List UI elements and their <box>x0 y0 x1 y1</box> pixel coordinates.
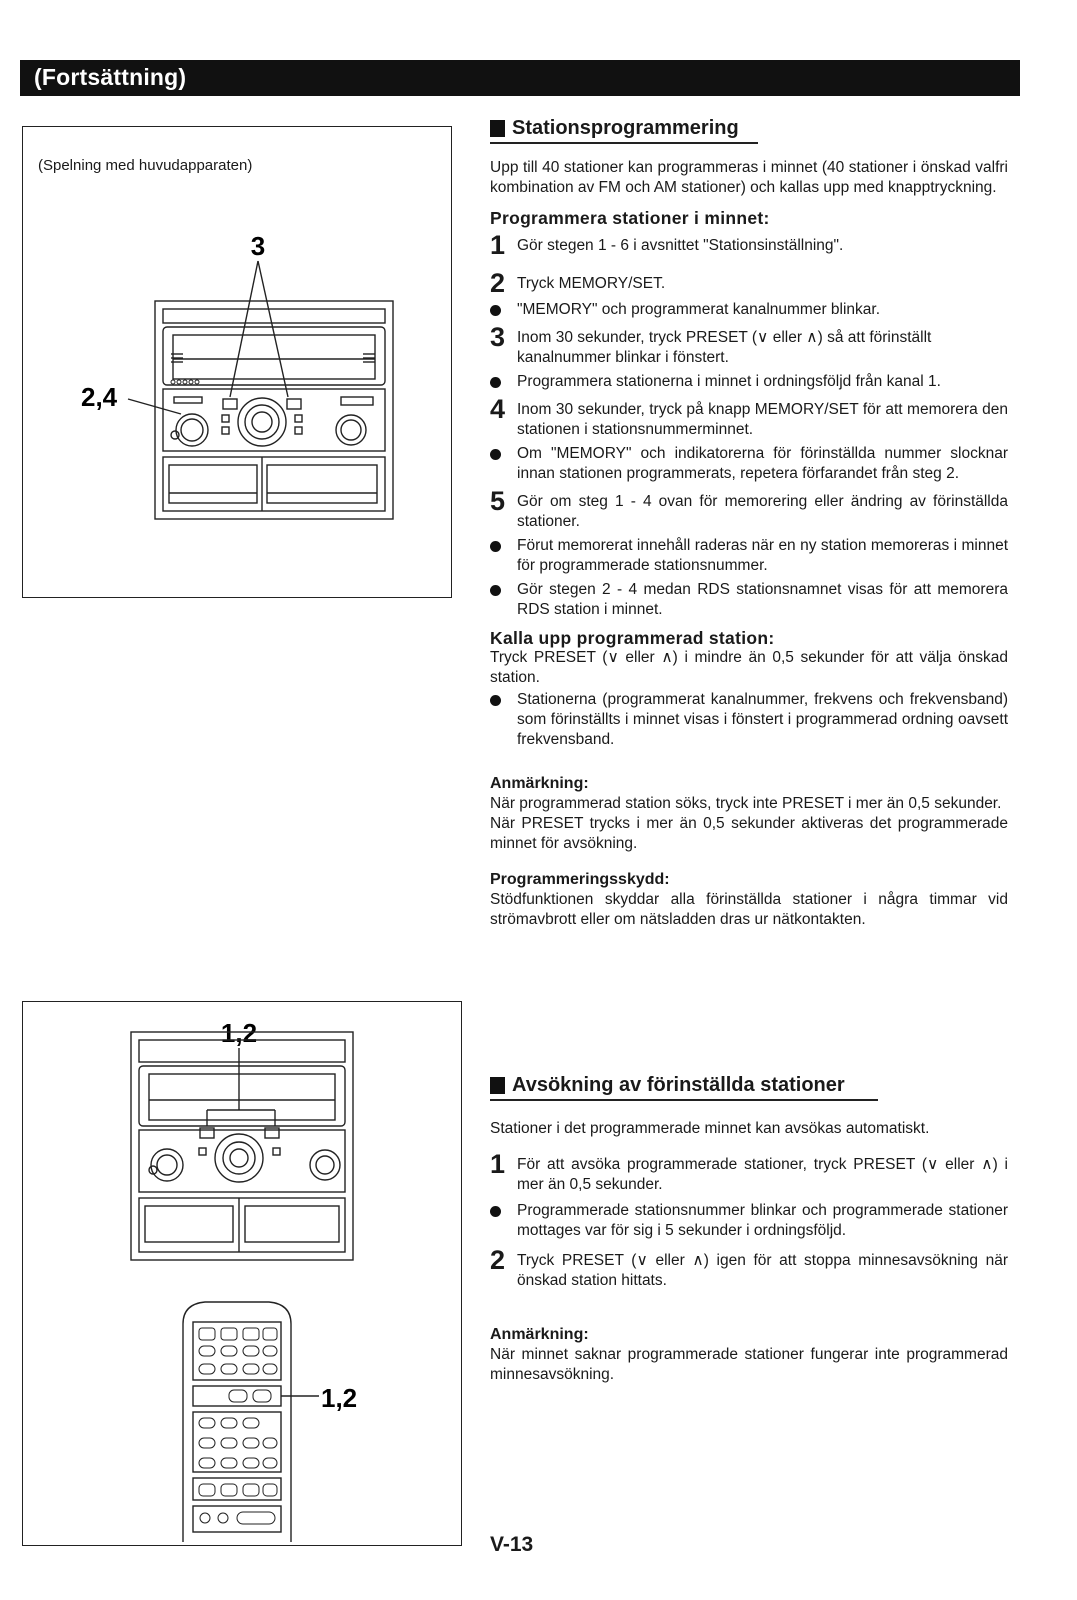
bullet-item: Programmera stationerna i minnet i ordningsföljd från kanal 1. <box>490 372 1008 392</box>
recall-paragraph: Tryck PRESET (∨ eller ∧) i mindre än 0,5 sekunder för att välja önskad station. <box>490 649 1008 686</box>
main-unit-illustration <box>23 127 451 597</box>
step-item: 1 Gör stegen 1 - 6 i avsnittet "Stationsinställning". <box>490 230 844 260</box>
section-preset-scan <box>490 1075 1008 1385</box>
intro-paragraph: Upp till 40 stationer kan programmeras i minnet (40 stationer i önskad valfri kombination av FM och AM stationer) och kallas upp med knapptryckning. <box>490 159 1008 196</box>
square-bullet-icon <box>490 120 505 137</box>
step-item: 5 Gör om steg 1 - 4 ovan för memorering eller ändring av förinställda stationer. <box>490 486 1008 530</box>
step-item: 3 Inom 30 sekunder, tryck PRESET (∨ eller ∧) så att förinställt kanalnummer blinkar i fönstert. <box>490 322 932 366</box>
section-station-programming <box>490 118 1008 930</box>
bullet-item: Om "MEMORY" och indikatorerna för förinställda nummer slocknar innan stationen programmerats, repetera förfarandet från steg 2. <box>490 444 1008 484</box>
bullet-item: Stationerna (programmerat kanalnummer, frekvens och frekvensband) som förinställts i minnet visas i fönstert i programmerad ordning oavsett frekvensband. <box>490 690 1008 750</box>
heading-underline <box>490 142 758 144</box>
page-title: (Fortsättning) <box>34 64 187 90</box>
note-heading: Anmärkning: <box>490 1326 589 1343</box>
figure-caption: (Spelning med huvudapparaten) <box>38 157 253 174</box>
callout-label-1-2: 1,2 <box>220 1018 258 1048</box>
bullet-item: Förut memorerat innehåll raderas när en ny station memoreras i minnet för programmerade stationsnummer. <box>490 536 1008 576</box>
heading-underline <box>490 1099 878 1101</box>
note-paragraph: När minnet saknar programmerade stationer fungerar inte programmerad minnesavsökning. <box>490 1346 1008 1383</box>
callout-label-2-4: 2,4 <box>81 382 118 412</box>
figure-main-unit <box>22 126 452 598</box>
protection-heading: Programmeringsskydd: <box>490 871 670 888</box>
step-item: 2 Tryck PRESET (∨ eller ∧) igen för att stoppa minnesavsökning när önskad station hittats. <box>490 1245 1008 1289</box>
page-number: V-13 <box>490 1533 534 1556</box>
note-line: När programmerad station söks, tryck inte PRESET i mer än 0,5 sekunder. <box>490 795 1002 812</box>
bullet-item: Gör stegen 2 - 4 medan RDS stationsnamnet visas för att memorera RDS station i minnet. <box>490 580 1008 620</box>
callout-label-remote-1-2: 1,2 <box>321 1383 358 1413</box>
step-item: 2 Tryck MEMORY/SET. <box>490 268 666 298</box>
section-heading <box>490 118 1008 138</box>
intro-paragraph: Stationer i det programmerade minnet kan avsökas automatiskt. <box>490 1120 930 1137</box>
step-item: 1 För att avsöka programmerade stationer, tryck PRESET (∨ eller ∧) i mer än 0,5 sekunder. <box>490 1149 1008 1193</box>
section-title: Avsökning av förinställda stationer <box>512 1074 845 1096</box>
step-item: 4 Inom 30 sekunder, tryck på knapp MEMORY/SET för att memorera den stationen i stationsnummerminnet. <box>490 394 1008 438</box>
note-line: När PRESET trycks i mer än 0,5 sekunder aktiveras det programmerade minnet för avsökning. <box>490 815 1008 852</box>
callout-label-3: 3 <box>250 231 266 261</box>
protection-paragraph: Stödfunktionen skyddar alla förinställda stationer i några timmar vid strömavbrott eller om nätsladden dras ur nätkontakten. <box>490 891 1008 928</box>
subheading-program: Programmera stationer i minnet: <box>490 208 770 228</box>
figure-unit-and-remote <box>22 1001 462 1546</box>
bullet-item: "MEMORY" och programmerat kanalnummer blinkar. <box>490 300 1008 320</box>
program-steps <box>490 232 1008 620</box>
section-heading <box>490 1075 1008 1095</box>
bullet-item: Programmerade stationsnummer blinkar och programmerade stationer mottages var för sig i 5 sekunder i ordningsföljd. <box>490 1201 1008 1241</box>
section-title: Stationsprogrammering <box>512 117 739 139</box>
square-bullet-icon <box>490 1077 505 1094</box>
note-heading: Anmärkning: <box>490 775 589 792</box>
unit-remote-illustration <box>23 1002 461 1545</box>
header-bar <box>20 60 1020 96</box>
subheading-recall: Kalla upp programmerad station: <box>490 628 775 648</box>
